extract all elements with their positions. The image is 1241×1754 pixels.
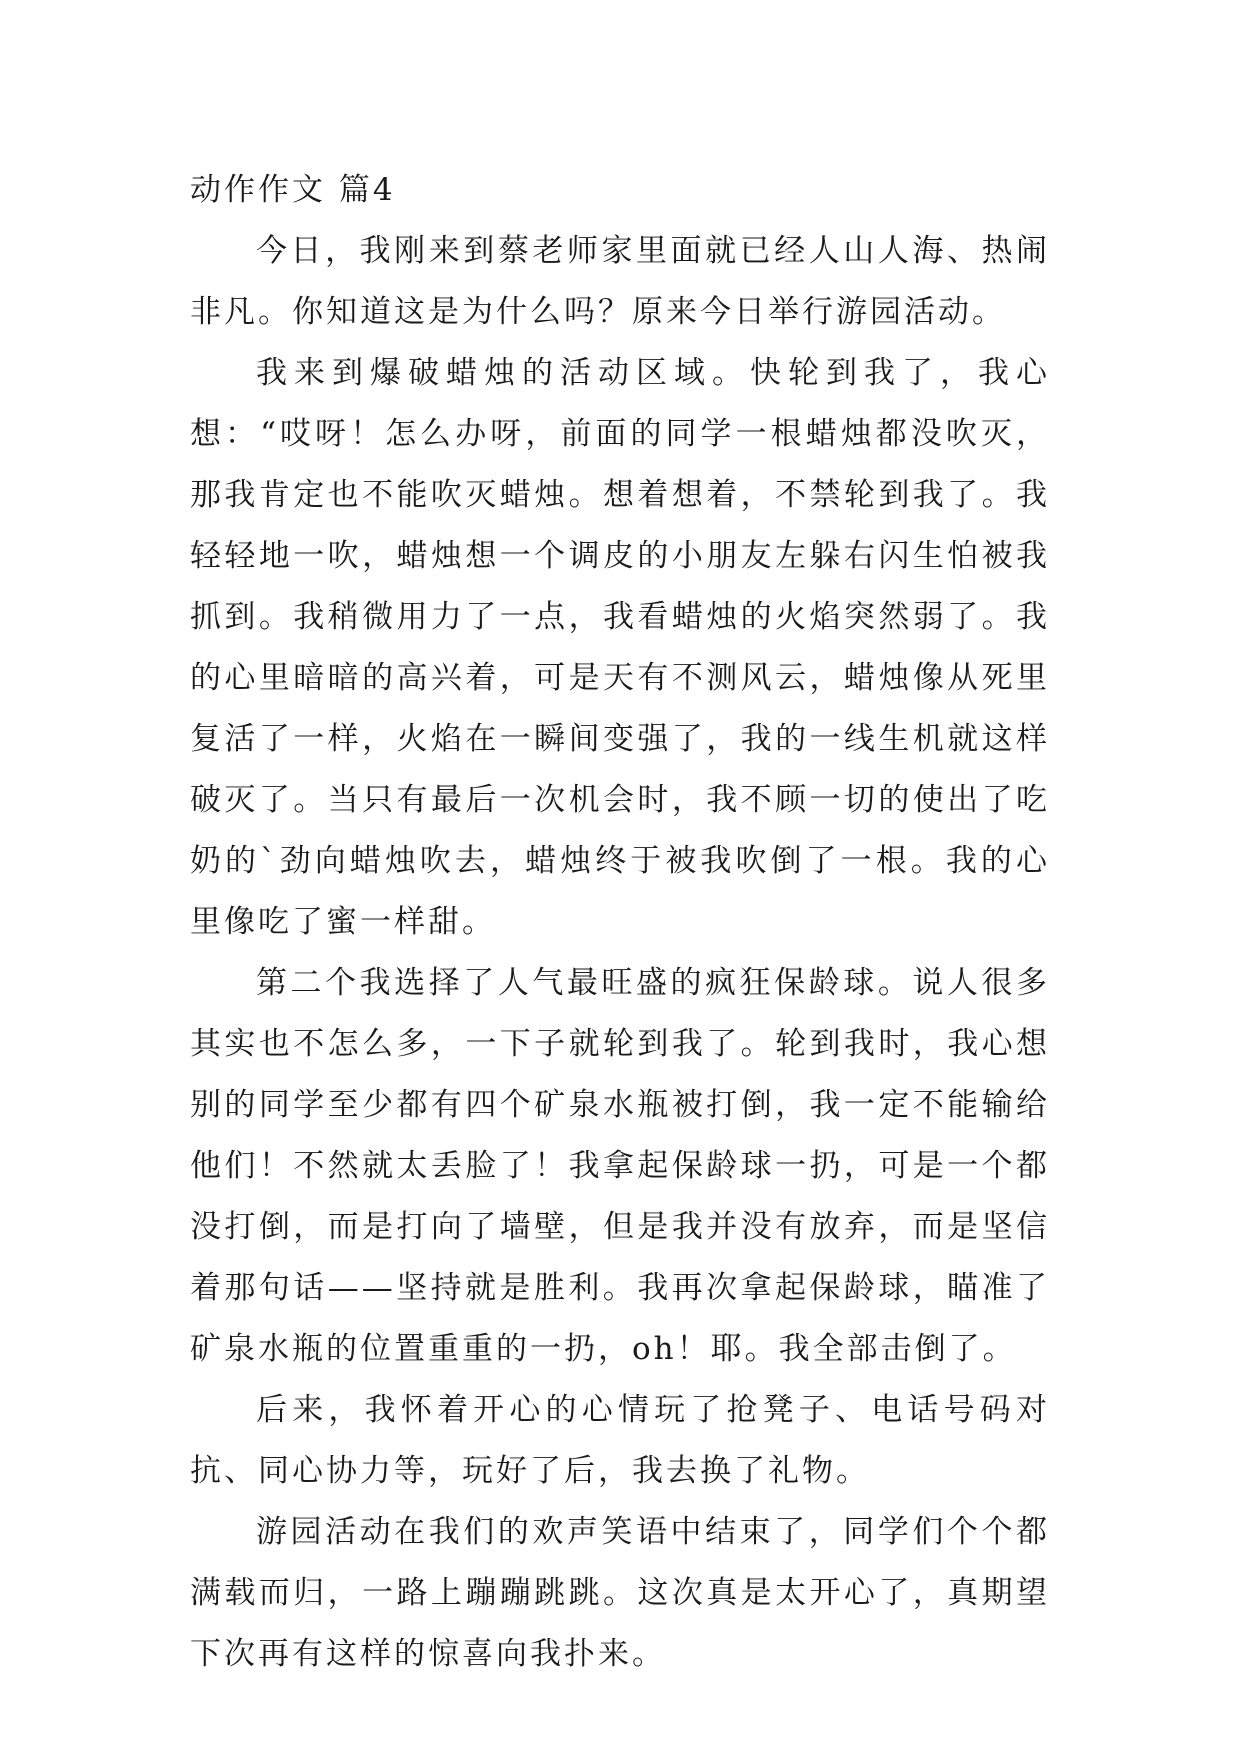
- paragraph-2: 我来到爆破蜡烛的活动区域。快轮到我了，我心想：“哎呀！怎么办呀，前面的同学一根蜡烛都没吹灭，那我肯定也不能吹灭蜡烛。想着想着，不禁轮到我了。我轻轻地一吹，蜡烛想一个调皮的小朋友左躲右闪生怕被我抓到。我稍微用力了一点，我看蜡烛的火焰突然弱了。我的心里暗暗的高兴着，可是天有不测风云，蜡烛像从死里复活了一样，火焰在一瞬间变强了，我的一线生机就这样破灭了。当只有最后一次机会时，我不顾一切的使出了吃奶的`劲向蜡烛吹去，蜡烛终于被我吹倒了一根。我的心里像吃了蜜一样甜。: [190, 355, 1050, 940]
- essay-title: 动作作文 篇4: [190, 172, 396, 208]
- paragraph-4: 后来，我怀着开心的心情玩了抢凳子、电话号码对抗、同心协力等，玩好了后，我去换了礼物。: [190, 1392, 1050, 1489]
- paragraph-5: 游园活动在我们的欢声笑语中结束了，同学们个个都满载而归，一路上蹦蹦跳跳。这次真是太开心了，真期望下次再有这样的惊喜向我扑来。: [190, 1514, 1050, 1672]
- paragraph-1: 今日，我刚来到蔡老师家里面就已经人山人海、热闹非凡。你知道这是为什么吗？原来今日举行游园活动。: [190, 233, 1050, 330]
- paragraph-3: 第二个我选择了人气最旺盛的疯狂保龄球。说人很多其实也不怎么多，一下子就轮到我了。轮到我时，我心想别的同学至少都有四个矿泉水瓶被打倒，我一定不能输给他们！不然就太丢脸了！我拿起保龄球一扔，可是一个都没打倒，而是打向了墙壁，但是我并没有放弃，而是坚信着那句话——坚持就是胜利。我再次拿起保龄球，瞄准了矿泉水瓶的位置重重的一扔，oh！耶。我全部击倒了。: [190, 965, 1050, 1367]
- essay-body: [190, 160, 1050, 1685]
